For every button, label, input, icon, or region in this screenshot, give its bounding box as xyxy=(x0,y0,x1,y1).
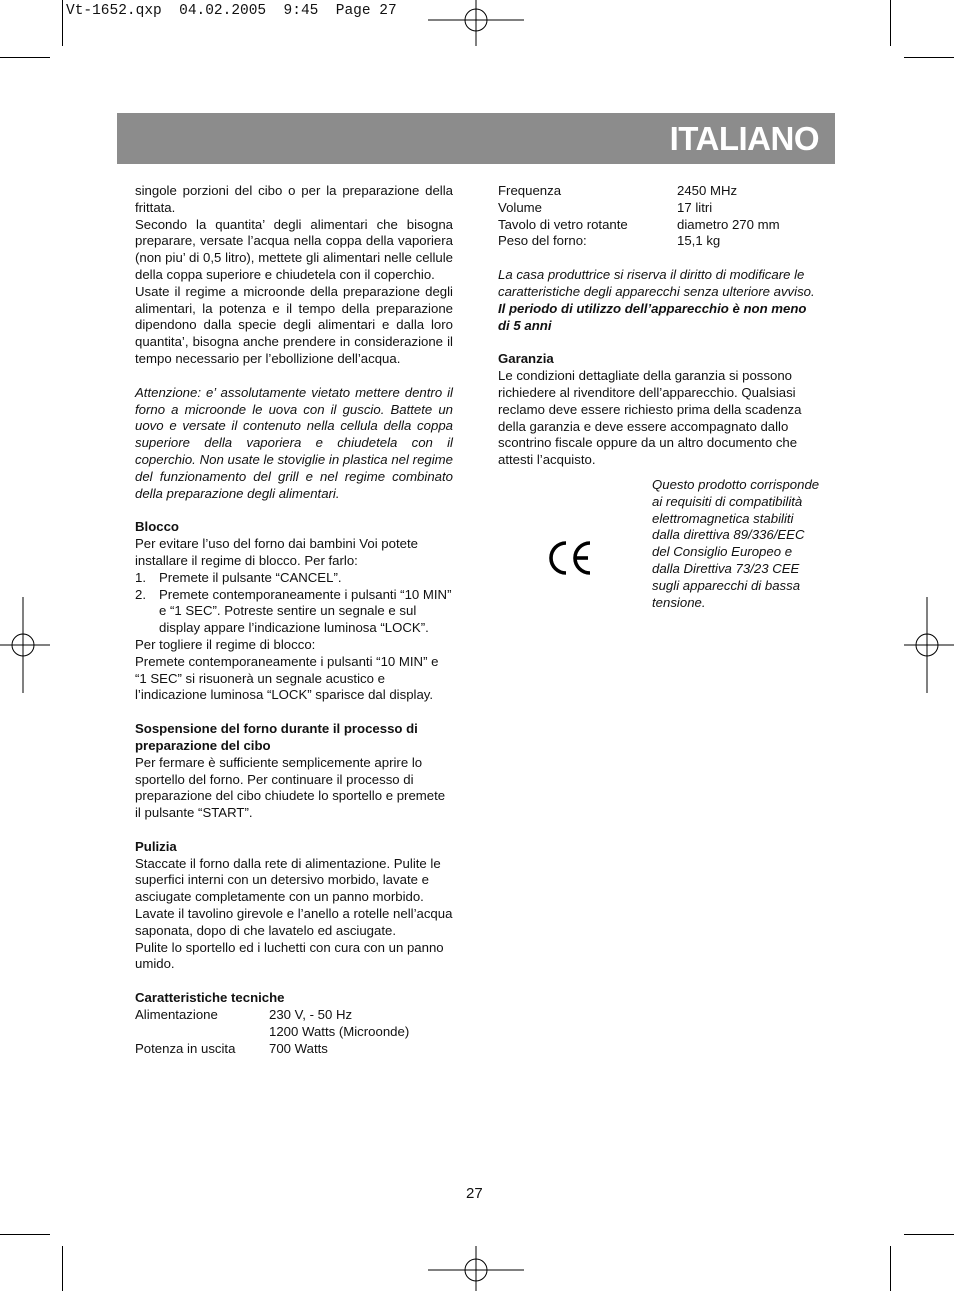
blocco-intro: Per evitare l’uso del forno dai bambini Voi potete installare il regime di blocco. Per farlo: xyxy=(135,536,418,568)
step-number: 1. xyxy=(135,569,146,585)
disclaimer: La casa produttrice si riserva il diritto di modificare le caratteristiche degli apparecchi senza ulteriore avviso. xyxy=(498,267,815,299)
warning-paragraph: Attenzione: e’ assolutamente vietato mettere dentro il forno a microonde le uova con il guscio. Battete un uovo e versate il contenuto nella cellula della coppa superiore della vaporiera e chiudetela con il coperchio. Non usate le stoviglie in plastica nel regime del funzionamento del grill e nel regime combinato della preparazione degli alimentari. xyxy=(135,384,453,501)
spec-value: 230 V, - 50 Hz xyxy=(269,1007,353,1023)
spec-value: 15,1 kg xyxy=(677,233,721,249)
ce-section xyxy=(498,469,820,669)
section-heading-blocco: Blocco xyxy=(135,519,179,535)
spec-value: diametro 270 mm xyxy=(677,216,780,232)
section-heading-sospensione: Sospensione del forno durante il processo di preparazione del cibo xyxy=(135,721,418,753)
crop-mark xyxy=(890,0,891,46)
spec-value: 700 Watts xyxy=(269,1040,328,1056)
spec-value: 17 litri xyxy=(677,199,713,215)
sospensione-text: Per fermare è sufficiente semplicemente aprire lo sportello del forno. Per continuare il processo di preparazione del cibo chiudete lo sportello e premete il pulsante “START”. xyxy=(135,754,446,821)
blocco-steps xyxy=(135,570,453,637)
intro-paragraph: singole porzioni del cibo o per la preparazione della frittata. xyxy=(135,183,453,215)
spec-label: Potenza in uscita xyxy=(135,1040,236,1056)
specs-table xyxy=(498,183,820,250)
pulizia-text: Pulite lo sportello ed i luchetti con cura con un panno umido. xyxy=(135,939,444,972)
spec-value: 1200 Watts (Microonde) xyxy=(269,1023,410,1039)
section-heading-garanzia: Garanzia xyxy=(498,351,554,367)
crop-mark xyxy=(904,57,954,58)
lifetime-note: Il periodo di utilizzo dell’apparecchio è non meno di 5 anni xyxy=(498,300,807,333)
crop-mark xyxy=(62,1246,63,1291)
print-slug: Vt-1652.qxp 04.02.2005 9:45 Page 27 xyxy=(66,3,397,19)
registration-mark-bottom xyxy=(426,1246,526,1291)
page-number: 27 xyxy=(466,1185,483,1202)
section-heading-pulizia: Pulizia xyxy=(135,838,177,854)
unlock-text: Premete contemporaneamente i pulsanti “10 MIN” e “1 SEC” si risuonerà un segnale acustico e l’indicazione luminosa “LOCK” sparisce dal display. xyxy=(135,653,439,703)
crop-mark xyxy=(890,1246,891,1291)
garanzia-text: Le condizioni dettagliate della garanzia si possono richiedere al rivenditore dell’apparecchio. Qualsiasi reclamo deve essere richiesto prima della scadenza della garanzia e deve essere accompagnato dallo scontrino fiscale oppure da un altro documento che attesti l’acquisto. xyxy=(498,368,802,468)
step-number: 2. xyxy=(135,586,146,602)
spec-label: Peso del forno: xyxy=(498,233,587,249)
spec-label: Volume xyxy=(498,199,542,215)
section-heading-tech: Caratteristiche tecniche xyxy=(135,990,285,1006)
spec-label: Frequenza xyxy=(498,183,562,198)
ce-compliance-text: Questo prodotto corrisponde ai requisiti di compatibilità elettromagnetica stabiliti dalla direttiva 89/336/EEC del Consiglio Europeo e dalla Direttiva 73/23 CEE sugli apparecchi di bassa tensione. xyxy=(652,476,820,610)
registration-mark-top xyxy=(426,0,526,46)
spec-value: 2450 MHz xyxy=(677,183,738,198)
spec-label xyxy=(135,1024,269,1041)
left-column xyxy=(135,183,453,1057)
step-text: Premete contemporaneamente i pulsanti “10 MIN” e “1 SEC”. Potreste sentire un segnale e sul display appare l’indicazione luminosa “LOCK”. xyxy=(159,586,452,636)
language-banner xyxy=(117,113,835,164)
right-column xyxy=(498,183,820,669)
step-text: Premete il pulsante “CANCEL”. xyxy=(159,569,342,585)
tech-specs-table xyxy=(135,1007,453,1057)
crop-mark xyxy=(904,1234,954,1235)
list-item xyxy=(135,587,453,637)
registration-mark-left xyxy=(0,597,50,693)
unlock-title: Per togliere il regime di blocco: xyxy=(135,636,316,652)
intro-paragraph: Secondo la quantita’ degli alimentari che bisogna preparare, versate l’acqua nella coppa della vaporiera (non piu’ di 0,5 litro), mettete gli alimentari nelle cellule della coppa superiore e chiudetela con il coperchio. xyxy=(135,216,453,282)
registration-mark-right xyxy=(904,597,954,693)
list-item xyxy=(135,570,453,587)
crop-mark xyxy=(62,0,63,46)
crop-mark xyxy=(0,57,50,58)
ce-mark-icon xyxy=(546,539,594,577)
pulizia-text: Staccate il forno dalla rete di alimentazione. Pulite le superfici interni con un detersivo morbido, lavate e asciugate completamente con un panno morbido. Lavate il tavolino girevole e l’anello a rotelle nell’acqua saponata, dopo di che lavatelo ed asciugate. xyxy=(135,855,453,938)
intro-paragraph: Usate il regime a microonde della preparazione degli alimentari, la potenza e il tempo della preparazione dipendono dalla specie degli alimentari e dalla loro quantita’, bisogna anche prendere in considerazione il tempo necessario per l’ebollizione dell’acqua. xyxy=(135,283,453,366)
spec-label: Tavolo di vetro rotante xyxy=(498,216,628,232)
page-title: ITALIANO xyxy=(669,120,819,157)
spec-label: Alimentazione xyxy=(135,1007,218,1023)
crop-mark xyxy=(0,1234,50,1235)
